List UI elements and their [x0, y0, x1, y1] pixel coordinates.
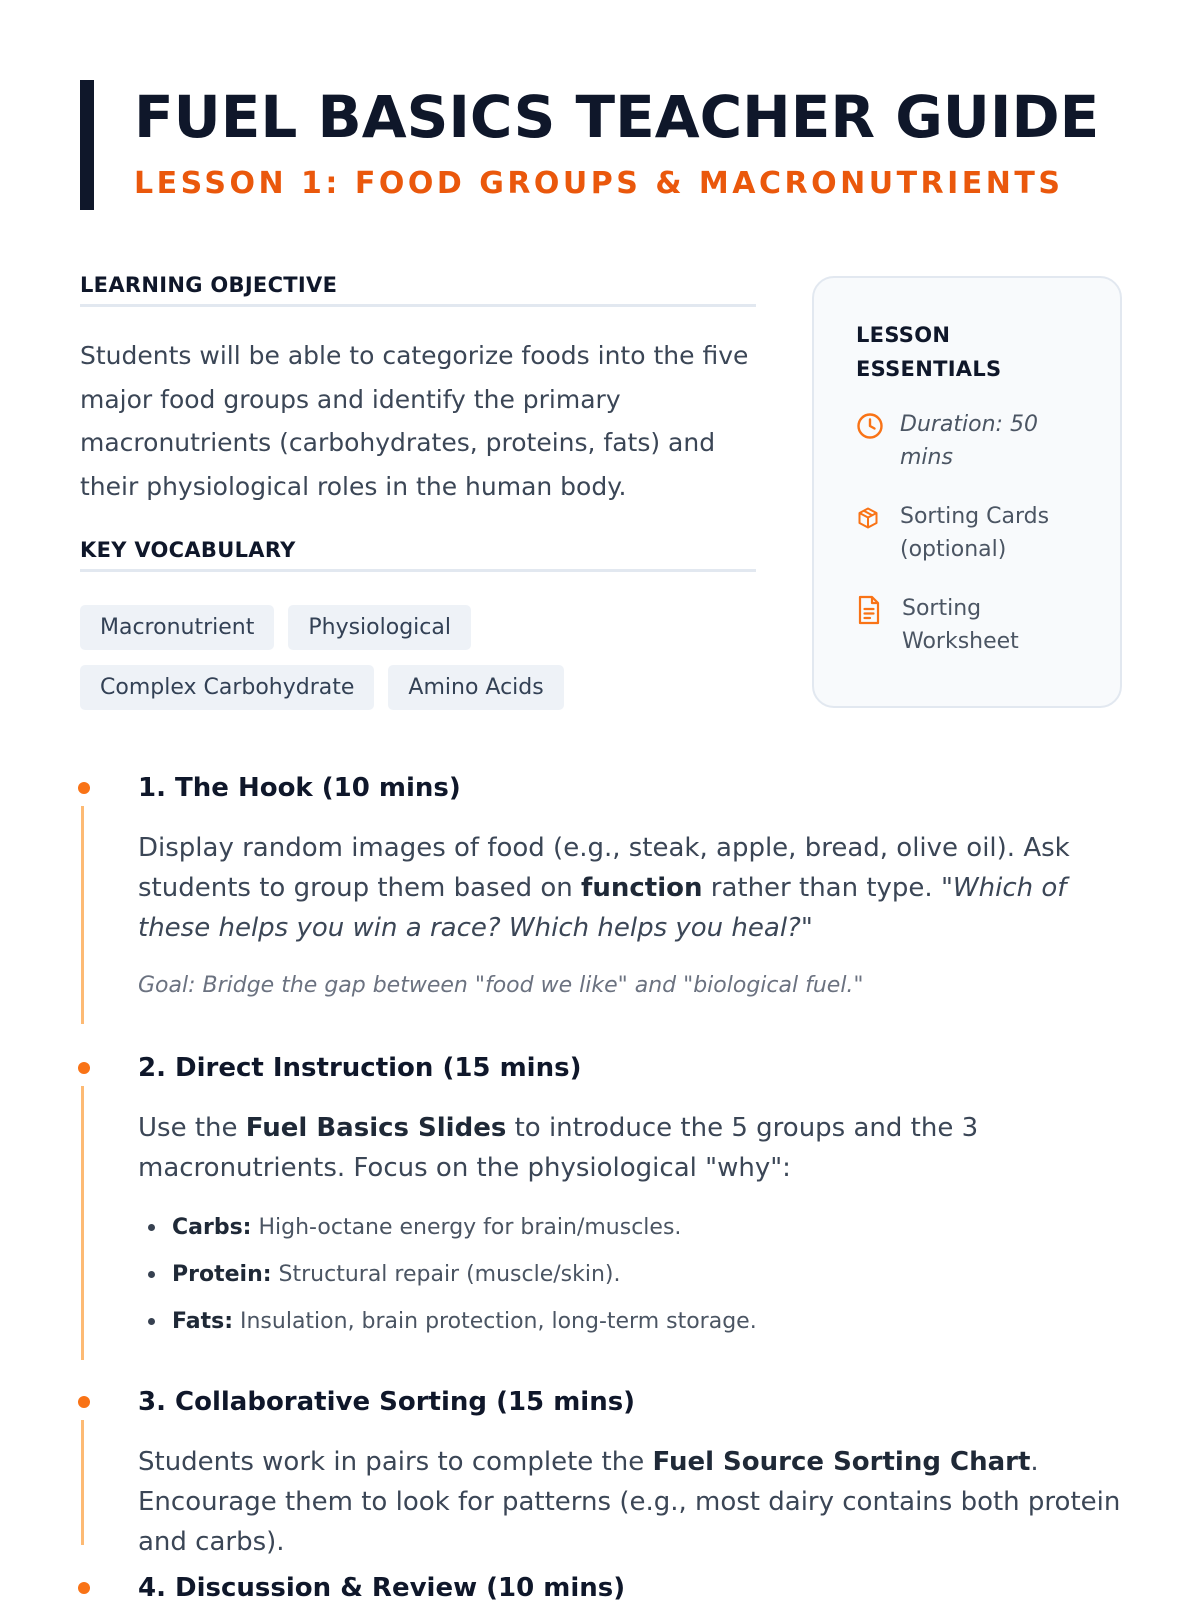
macronutrient-list [138, 1204, 757, 1345]
vocabulary-heading: KEY VOCABULARY [80, 538, 756, 572]
step-title: 2. Direct Instruction (15 mins) [138, 1053, 582, 1083]
essential-item-worksheet [856, 592, 1094, 658]
objective-text: Students will be able to categorize foods into the five major food groups and identify the primary macronutrients (carbohydrates, proteins, fats) and their physiological roles in the human body. [80, 341, 749, 501]
step-title: 4. Discussion & Review (10 mins) [138, 1573, 626, 1600]
page-header [80, 80, 1140, 210]
clock-icon [856, 412, 884, 440]
page-title: FUEL BASICS TEACHER GUIDE [134, 83, 1100, 151]
essential-text: Sorting Worksheet [902, 596, 1019, 654]
vocab-chip: Complex Carbohydrate [80, 665, 374, 710]
essentials-heading: LESSON ESSENTIALS [856, 323, 1002, 381]
essential-text: Sorting Cards (optional) [900, 504, 1050, 562]
step-goal: Goal: Bridge the gap between "food we like" and "biological fuel." [138, 973, 864, 998]
vocab-chip: Amino Acids [388, 665, 563, 710]
step-body: Use the Fuel Basics Slides to introduce the 5 groups and the 3 macronutrients. Focus on the physiological "why": [138, 1113, 979, 1183]
list-item: Fats: Insulation, brain protection, long-term storage. [138, 1298, 757, 1345]
step-title: 3. Collaborative Sorting (15 mins) [138, 1387, 636, 1417]
timeline-line [81, 1420, 84, 1545]
list-item: Carbs: High-octane energy for brain/muscles. [138, 1204, 757, 1251]
vocabulary-list [80, 605, 760, 710]
timeline-line [81, 806, 84, 1024]
timeline-dot [78, 1062, 90, 1074]
lesson-essentials-card [812, 276, 1122, 708]
list-item: Protein: Structural repair (muscle/skin). [138, 1251, 757, 1298]
step-body: Students work in pairs to complete the Fuel Source Sorting Chart. Encourage them to look for patterns (e.g., most dairy contains both protein and carbs). [138, 1447, 1121, 1557]
header-accent-bar [80, 80, 94, 210]
timeline-dot [78, 1582, 90, 1594]
box-icon [856, 506, 880, 530]
essential-item-duration [856, 408, 1094, 474]
timeline-line [81, 1086, 84, 1360]
essential-item-cards [856, 500, 1094, 566]
vocab-chip: Physiological [288, 605, 471, 650]
step-body: Display random images of food (e.g., steak, apple, bread, olive oil). Ask students to group them based on function rather than type. "Which of these helps you win a race? Which helps you heal?" [138, 833, 1070, 943]
step-title: 1. The Hook (10 mins) [138, 773, 461, 803]
objective-heading: LEARNING OBJECTIVE [80, 273, 756, 307]
timeline-dot [78, 782, 90, 794]
timeline-dot [78, 1396, 90, 1408]
document-icon [856, 595, 882, 625]
vocab-chip: Macronutrient [80, 605, 274, 650]
lesson-subtitle: LESSON 1: FOOD GROUPS & MACRONUTRIENTS [134, 166, 1064, 201]
essential-text: Duration: 50 mins [900, 412, 1038, 470]
